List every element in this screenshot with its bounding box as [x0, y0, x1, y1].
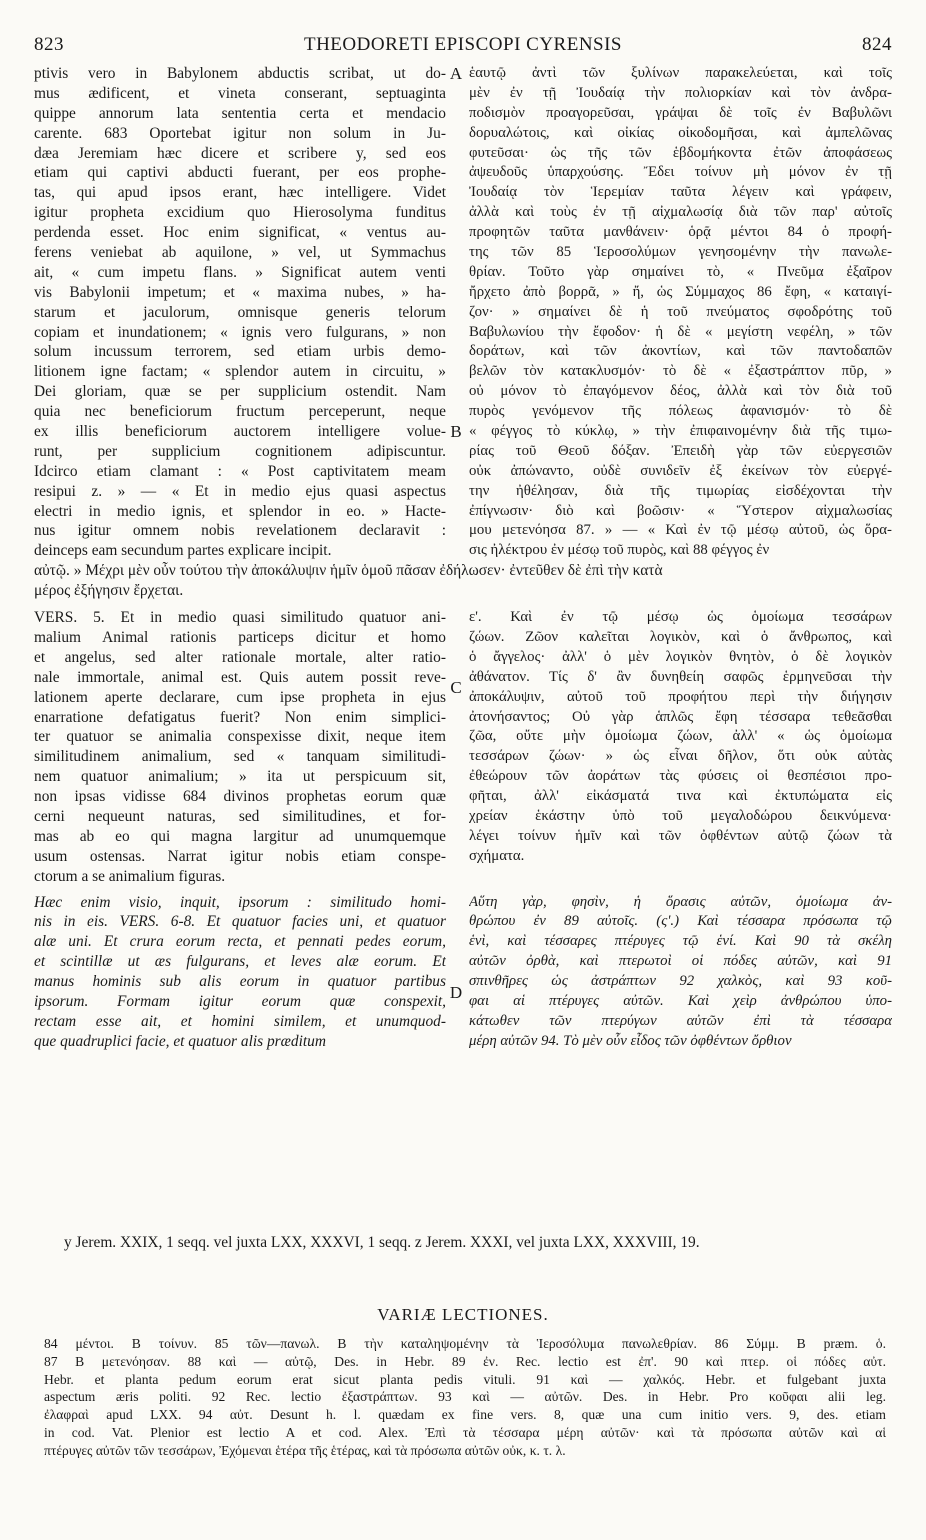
latin-line: Dei gloriam, quæ se per supplicium ostendit. Nam: [34, 383, 446, 401]
greek-line: ζον· » σημαίνει δὲ ἡ τοῦ πνεύματος σφοδρότης τοῦ: [469, 303, 892, 320]
greek-line: φυτεῦσαι· ὡς τῆς τῶν ἑβδομήκοντα ἐτῶν ἀποφάσεως: [469, 144, 892, 161]
greek-column-1: [455, 64, 892, 561]
latin-line: vis Babylonii impetum; et « maxima nubes, » ha-: [34, 283, 446, 301]
latin-line: tas, qui apud ipsos erant, hæc intelligere. Videt: [34, 184, 446, 202]
greek-line: ε'. Καὶ ἐν τῷ μέσῳ ὡς ὁμοίωμα τεσσάρων: [469, 609, 892, 626]
latin-line: deinceps eam secundum partes explicare incipit.: [34, 542, 332, 560]
full-width-line-2: μέρος ἐξήγησιν ἔρχεται.: [34, 582, 184, 600]
latin-line: similitudinem animalium, sed « tanquam similitudi-: [34, 748, 446, 766]
latin-line: lationem aperte declarare, cum ipse propheta in ejus: [34, 688, 446, 706]
running-title: THEODORETI EPISCOPI CYRENSIS: [303, 34, 623, 55]
greek-line: αὐτῶν ὀρθὰ, καὶ πτερωτοὶ οἱ πόδες αὐτῶν, καὶ 91: [469, 953, 892, 970]
greek-line: ποδισμὸν προαγορεῦσαι, γράψαι δὲ τοῖς ἐν Βαβυλῶνι: [469, 104, 892, 121]
greek-line: ἐθεώρουν τῶν ἀοράτων τὰς φύσεις οἱ θεσπέσιοι προ-: [469, 768, 892, 785]
greek-line: μου μετενόησα 87. » — « Καὶ ἐν τῷ μέσῳ αὐτοῦ, ὡς ὅρα-: [469, 522, 892, 539]
latin-line: ipsorum. Formam igitur eorum quæ conspexit,: [34, 993, 446, 1010]
latin-line: mus ædificent, et vineta conserant, septuaginta: [34, 84, 446, 102]
parallel-block-2: [34, 608, 892, 886]
greek-line: ἀλλὰ καὶ τοὺς ἐν τῇ αἰχμαλωσίᾳ διὰ τῶν παρ' αὐτοῖς: [469, 204, 892, 221]
greek-line: φαι αἱ πτέρυγες αὐτῶν. Καὶ χεὶρ ἀνθρώπου ὑπο-: [469, 993, 892, 1009]
latin-line: usum ostensas. Narrat igitur nobis etiam conspe-: [34, 847, 446, 865]
greek-line: σπινθῆρες ὡς ἀστράπτων 92 χαλκὸς, καὶ 93 κοῦ-: [469, 973, 892, 990]
greek-line: « φέγγος τὸ κύκλῳ, » τὴν ἐπιφαινομένην διὰ τῆς τιμω-: [469, 423, 892, 440]
greek-line: λέγει τοίνυν ἡμῖν καὶ τῶν ὀφθέντων αὐτῷ ζώων τὰ: [469, 827, 892, 844]
greek-column-3: [455, 893, 892, 1052]
greek-line: Ἰουδαίᾳ τὸν Ἱερεμίαν ταῦτα λέγειν καὶ γράφειν,: [469, 184, 892, 201]
variae-lectiones: [44, 1335, 886, 1460]
greek-line: ἑαυτῷ ἀντὶ τῶν ξυλίνων παρακελεύεται, καὶ τοῖς: [469, 65, 892, 81]
latin-line: resipui z. » — « Et in medio ejus quasi aspectus: [34, 482, 446, 500]
margin-marker-d: D: [449, 982, 463, 1002]
greek-line: σχήματα.: [469, 847, 525, 864]
greek-line: ἐπίγνωσιν· διὸ καὶ βοῶσιν· « Ὕστερον αἰχμαλωσίας: [469, 502, 892, 519]
greek-line: δορυαλώτοις, καὶ οἰκίας οἰκοδομῆσαι, καὶ ἀμπελῶνας: [469, 124, 892, 141]
greek-line: Αὕτη γὰρ, φησὶν, ἡ ὅρασις αὐτῶν, ὁμοίωμα ἀν-: [469, 893, 892, 910]
latin-line: non ipsas vidisse 684 divinos prophetas eorum quæ: [34, 788, 446, 806]
latin-line: cerni nequeunt naturas, sed similitudines, et for-: [34, 807, 446, 825]
latin-line: nis in eis. VERS. 6-8. Et quatuor facies uni, et quatuor: [34, 913, 446, 931]
greek-line: ὁ ἄγγελος· ἀλλ' ὁ μὲν λογικὸν θνητὸν, ὁ δὲ λογικὸν: [469, 648, 892, 665]
latin-line: quia nec beneficiorum fructum perceperunt, neque: [34, 403, 446, 421]
greek-line: οὐκ ἀπώναντο, οὐδὲ συνιδεῖν ἐξ ἐκείνων τὸν εὐεργέ-: [469, 462, 892, 479]
latin-line: electri in medio ignis, et splendor in eo. » Hacte-: [34, 502, 446, 520]
latin-line: nus igitur omnem nobis revelationem declaravit :: [34, 522, 446, 540]
parallel-block-1: [34, 64, 892, 561]
latin-line: etiam qui captivi abducti fuerant, per eos prophe-: [34, 164, 446, 182]
greek-line: βελῶν τὸν κατακλυσμόν· τὸ δὲ « ἐξαστράπτον πῦρ, »: [469, 363, 892, 380]
latin-line: et scintillæ ut æs fulgurans, et leves alæ eorum. Et: [34, 953, 446, 971]
latin-line: malium Animal rationis particeps dicitur et homo: [34, 628, 446, 646]
latin-line: nale immortale, animal est. Quis autem possit reve-: [34, 668, 446, 686]
latin-line: mas ab eo qui magna largitur ad unumquemque: [34, 827, 446, 845]
latin-line: ptivis vero in Babylonem abductis scribat, ut do-: [34, 65, 446, 82]
greek-line: Βαβυλωνίου τὴν ἔφοδον· ἡ δὲ « μεγίστη νεφέλη, » τῶν: [469, 323, 892, 340]
latin-column-3: [34, 893, 455, 1052]
greek-line: οὐ μόνον τὸ ἐπαγόμενον δέος, ἀλλὰ καὶ τὸν διὰ τοῦ: [469, 383, 892, 400]
latin-line: et angelus, sed alter rationale mortale, alter ratio-: [34, 648, 446, 666]
greek-line: θρίαν. Τοῦτο γὰρ σημαίνει τὸ, « Πνεῦμα ἐξαῖρον: [469, 263, 892, 280]
greek-line: ἑνὶ, καὶ τέσσαρες πτέρυγες τῷ ἑνί. Καὶ 90 τὰ σκέλη: [469, 933, 892, 950]
variant-reading-line: 84 μέντοι. B τοίνυν. 85 τῶν—πανωλ. B τὴν καταληψομένην τὰ Ἱεροσόλυμα πανωλεθρίαν. 86 Σύμμ. B præm. ὁ.: [44, 1336, 886, 1351]
latin-line: manus hominis sub alis eorum in quatuor partibus: [34, 973, 446, 991]
margin-marker-b: B: [450, 422, 462, 441]
latin-line: starum et jaculorum, omnisque generis telorum: [34, 303, 446, 321]
latin-line: dæa Jeremiam hæc dicere et scribere y, sed eos: [34, 144, 446, 162]
latin-line: alæ uni. Et crura eorum recta, et pennati pedes eorum,: [34, 933, 446, 951]
latin-column-1: [34, 64, 455, 561]
greek-line: ἀθάνατον. Τίς δ' ἂν δυνηθείη σαφῶς ἑρμηνεῦσαι τὴν: [469, 668, 892, 685]
scripture-footnote: y Jerem. XXIX, 1 seqq. vel juxta LXX, XXXVI, 1 seqq. z Jerem. XXXI, vel juxta LXX, XXXVIII, 19.: [64, 1234, 700, 1251]
margin-marker-c: C: [450, 678, 462, 698]
latin-column-2: [34, 608, 455, 886]
latin-line: ter quatuor se animalia conspexisse dixit, neque item: [34, 728, 446, 746]
latin-line: rectam esse ait, et homini similem, et unumquod-: [34, 1012, 446, 1030]
full-width-line-1: αὐτῷ. » Μέχρι μὲν οὖν τούτου τὴν ἀποκάλυψιν ἡμῖν ὁμοῦ πᾶσαν ἐδήλωσεν· ἐντεῦθεν δὲ ἐπὶ τὴν κατὰ: [34, 562, 663, 580]
greek-line: μέρη αὐτῶν 94. Τὸ μὲν οὖν εἶδος τῶν ὀφθέντων ὄρθιον: [469, 1032, 792, 1049]
latin-line: perdenda esset. Hoc enim significat, « ventus au-: [34, 224, 446, 242]
greek-line: ζῶα, οὔτε μὴν ὁμοίωμα ζώων, ἀλλ' « ὡς ὁμοίωμα: [469, 728, 892, 745]
text-columns: [34, 64, 892, 1052]
latin-line: VERS. 5. Et in medio quasi similitudo quatuor ani-: [34, 609, 446, 627]
variae-lectiones-title: VARIÆ LECTIONES.: [377, 1305, 549, 1324]
greek-line: ἀψευδοῦς ὑπαρχούσης. Ἔδει τοίνυν μὴ μόνον ἐν τῇ: [469, 164, 892, 181]
variant-reading-line: πτέρυγες αὐτῶν τῶν τεσσάρων, Ἐχόμεναι ἑτέρα τῆς ἑτέρας, καὶ τὰ πρόσωπα αὐτῶν οὐκ, κ. τ. λ.: [44, 1442, 566, 1458]
margin-marker-a: A: [449, 64, 463, 83]
latin-line: ferens veniebat ab aquilone, » vel, ut Symmachus: [34, 244, 446, 262]
greek-line: κάτωθεν τῶν πτερύγων αὐτῶν ἐπὶ τὰ τέσσαρα: [469, 1012, 892, 1029]
greek-line: μὲν ἐν τῇ Ἰουδαίᾳ τὴν πολιορκίαν καὶ τὸν ἀνδρα-: [469, 84, 892, 101]
greek-line: ρίας τοῦ Θεοῦ δόξαν. Ἐπειδὴ γὰρ τῶν εὐεργεσιῶν: [469, 442, 892, 459]
latin-line: litionem igne factam; « splendor autem in circuitu, »: [34, 363, 446, 381]
greek-line: θρώπου ἐν 89 αὐτοῖς. (ς'.) Καὶ τέσσαρα πρόσωπα τῷ: [469, 913, 892, 930]
latin-line: enarratione defatigatus fuerit? Non enim simplici-: [34, 708, 446, 726]
greek-line: ἀποκάλυψιν, αὐτοῦ τοῦ προφήτου περὶ τὴν διήγησιν: [469, 688, 892, 705]
latin-line: nem quatuor animalium; » ita ut perspicuum sit,: [34, 768, 446, 786]
latin-line: igitur propheta excidium quo Hierosolyma funditus: [34, 204, 446, 222]
latin-line: ctorum a se animalium figuras.: [34, 867, 226, 885]
variant-reading-line: ἐλαφραὶ apud LXX. 94 αὐτ. Desunt h. l. quædam ex fine vers. 8, quæ una cum initio vers. 9, des. etiam: [44, 1407, 886, 1423]
latin-line: ait, « cum impetu flans. » Significat autem venti: [34, 263, 446, 281]
greek-line: ἀτονήσαντος; Οὐ γὰρ ἁπλῶς ἔφη τέσσαρα τεθεᾶσθαι: [469, 708, 892, 725]
parallel-block-3: [34, 893, 892, 1052]
variant-reading-line: Hebr. et planta pedum eorum erat sicut planta pedis vituli. 91 καὶ — χαλκός. Hebr. et fulgebant juxta: [44, 1371, 886, 1387]
greek-line: πυρὸς γενόμενον τῆς πόλεως ἀφανισμόν· τὸ δὲ: [469, 403, 892, 420]
latin-line: quippe annorum lata sententia certa et mendacio: [34, 104, 446, 122]
greek-line: τεσσάρων ζώων· » ὡς εἶναι δῆλον, ὅτι οὐκ αὐτὰς: [469, 748, 892, 765]
greek-line: σις ἠλέκτρου ἐν μέσῳ τοῦ πυρὸς, καὶ 88 φέγγος ἐν: [469, 542, 770, 559]
variant-reading-line: aspectum æris politi. 92 Rec. lectio ἐξαστράπτων. 93 καὶ — αὐτῶν. Des. in Hebr. Pro κοῦφαι alii leg.: [44, 1389, 886, 1405]
latin-line: runt, per supplicium cognitionem adipiscuntur.: [34, 442, 446, 460]
greek-line: δοράτων, καὶ τῶν ἀκοντίων, καὶ τῶν παντοδαπῶν: [469, 343, 892, 360]
running-header: [34, 34, 892, 60]
greek-line: φῆται, ἀλλ' εἰκάσματά τινα καὶ ἐκτυπώματα εἰς: [469, 788, 892, 805]
latin-line: Hæc enim visio, inquit, ipsorum : similitudo homi-: [34, 893, 446, 911]
greek-line: χρείαν ἑκάστην ὑπὸ τοῦ μεγαλοδώρου δεικνύμενα·: [469, 807, 892, 824]
latin-line: ex illis beneficiorum auctorem intelligere volue-: [34, 423, 446, 441]
greek-line: ἤρχετο ἀπὸ βορρᾶ, » ἤ, ὡς Σύμμαχος 86 ἔφη, « καταιγί-: [469, 283, 892, 300]
latin-line: Idcirco etiam clamant : « Post captivitatem meam: [34, 462, 446, 480]
latin-line: copiam et inundationem; « ignis vero fulgurans, » non: [34, 323, 446, 341]
variant-reading-line: 87 B μετενόησαν. 88 καὶ — αὐτῷ, Des. in Hebr. 89 ἐν. Rec. lectio est ἐπ'. 90 καὶ πτερ. οἱ πόδες αὐτ.: [44, 1353, 886, 1369]
left-page-number: 823: [34, 34, 64, 55]
greek-line: την ἠθέλησαν, διὰ τῆς τιμωρίας εἰσδέχονται τὴν: [469, 482, 892, 499]
latin-line: que quadruplici facie, et quatuor alis præditum: [34, 1032, 326, 1050]
greek-line: προφητῶν ταῦτα μανθάνειν· ὁρᾷ μέντοι 84 ὁ προφή-: [469, 224, 892, 241]
greek-column-2: [455, 608, 892, 886]
greek-line: της τῶν 85 Ἱεροσολύμων γενησομένην τὴν πανωλε-: [469, 244, 892, 261]
latin-line: carente. 683 Oportebat igitur non solum in Ju-: [34, 124, 446, 142]
right-page-number: 824: [862, 34, 892, 55]
greek-line: ζώων. Ζῶον καλεῖται λογικὸν, καὶ ὁ ἄνθρωπος, καὶ: [469, 628, 892, 645]
latin-line: solum incussum terrorem, sed etiam urbis demo-: [34, 343, 446, 361]
variant-reading-line: in cod. Vat. Plenior est lectio A et cod. Alex. Ἐπὶ τὰ τέσσαρα μέρη αὐτῶν· καὶ τὰ πρόσωπα αὐτῶν καὶ αἱ: [44, 1424, 886, 1440]
